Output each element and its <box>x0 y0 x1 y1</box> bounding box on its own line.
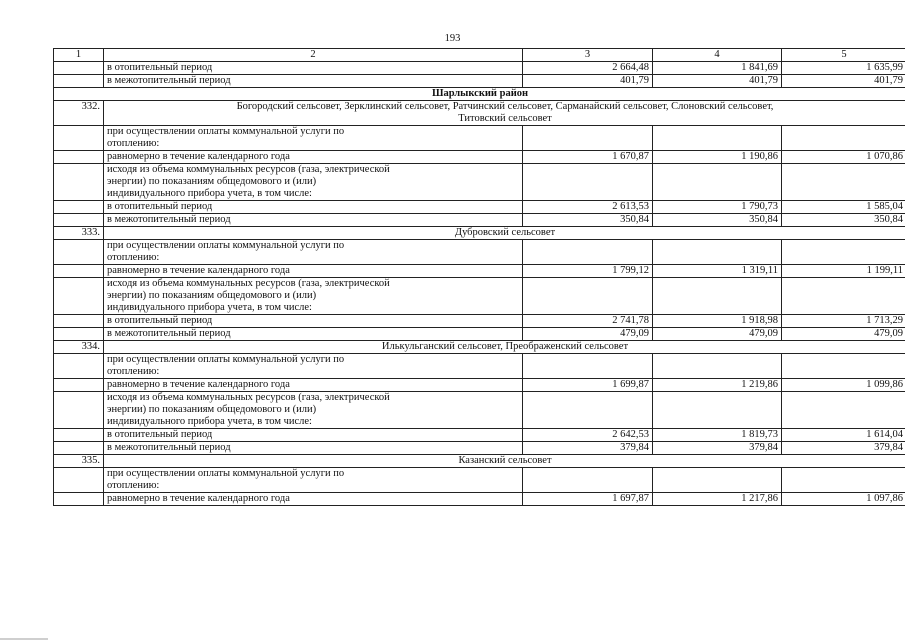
row-number-cell <box>54 354 104 379</box>
value-cell: 401,79 <box>653 75 782 88</box>
row-number-cell <box>54 151 104 164</box>
table-row <box>54 379 905 392</box>
value-cell: 401,79 <box>782 75 905 88</box>
value-cell: 379,84 <box>782 442 905 455</box>
value-cell: 379,84 <box>523 442 653 455</box>
district-header-row <box>54 88 905 101</box>
row-number-cell <box>54 442 104 455</box>
empty-value-cell <box>782 392 905 429</box>
row-label: равномерно в течение календарного года <box>104 493 523 506</box>
empty-value-cell <box>782 468 905 493</box>
row-description <box>104 126 523 151</box>
description-line: отоплению: <box>107 138 160 149</box>
row-description <box>104 468 523 493</box>
settlement-number: 333. <box>54 227 104 240</box>
empty-value-cell <box>523 392 653 429</box>
table-row <box>54 62 905 75</box>
empty-value-cell <box>653 278 782 315</box>
row-label: в отопительный период <box>104 62 523 75</box>
value-cell: 1 319,11 <box>653 265 782 278</box>
settlement-number: 332. <box>54 101 104 126</box>
description-line: при осуществлении оплаты коммунальной услуги по <box>107 240 345 251</box>
empty-value-cell <box>653 126 782 151</box>
row-label: в межотопительный период <box>104 328 523 341</box>
row-number-cell <box>54 164 104 201</box>
value-cell: 1 199,11 <box>782 265 905 278</box>
value-cell: 350,84 <box>653 214 782 227</box>
description-line: исходя из объема коммунальных ресурсов (газа, электрической <box>107 164 390 175</box>
empty-value-cell <box>782 354 905 379</box>
value-cell: 2 642,53 <box>523 429 653 442</box>
district-title: Шарлыкский район <box>54 88 905 101</box>
row-description <box>104 164 523 201</box>
settlement-header-row <box>54 341 905 354</box>
value-cell: 1 585,04 <box>782 201 905 214</box>
row-description <box>104 278 523 315</box>
description-line: индивидуального прибора учета, в том числе: <box>107 416 312 427</box>
description-line: энергии) по показаниям общедомового и (или) <box>107 176 317 187</box>
value-cell: 1 190,86 <box>653 151 782 164</box>
value-cell: 1 819,73 <box>653 429 782 442</box>
row-description <box>104 392 523 429</box>
row-number-cell <box>54 328 104 341</box>
description-line: исходя из объема коммунальных ресурсов (газа, электрической <box>107 392 390 403</box>
row-number-cell <box>54 75 104 88</box>
empty-value-cell <box>523 164 653 201</box>
settlement-header-row <box>54 227 905 240</box>
settlement-number: 335. <box>54 455 104 468</box>
empty-value-cell <box>523 278 653 315</box>
empty-value-cell <box>653 354 782 379</box>
value-cell: 1 697,87 <box>523 493 653 506</box>
table-row-description <box>54 164 905 201</box>
table-row-description <box>54 278 905 315</box>
value-cell: 1 097,86 <box>782 493 905 506</box>
column-header: 2 <box>104 49 523 62</box>
value-cell: 2 664,48 <box>523 62 653 75</box>
description-line: при осуществлении оплаты коммунальной услуги по <box>107 126 345 137</box>
settlement-header-row <box>54 101 905 126</box>
row-number-cell <box>54 240 104 265</box>
description-line: энергии) по показаниям общедомового и (или) <box>107 290 317 301</box>
tariff-table <box>53 48 905 506</box>
row-number-cell <box>54 315 104 328</box>
description-line: отоплению: <box>107 480 160 491</box>
column-header: 5 <box>782 49 905 62</box>
table-row <box>54 151 905 164</box>
description-line: индивидуального прибора учета, в том числе: <box>107 302 312 313</box>
empty-value-cell <box>653 240 782 265</box>
value-cell: 1 841,69 <box>653 62 782 75</box>
value-cell: 1 799,12 <box>523 265 653 278</box>
row-label: в межотопительный период <box>104 214 523 227</box>
settlement-names-line: Казанский сельсовет <box>458 455 552 466</box>
table-row <box>54 315 905 328</box>
empty-value-cell <box>523 468 653 493</box>
value-cell: 1 099,86 <box>782 379 905 392</box>
empty-value-cell <box>782 126 905 151</box>
value-cell: 1 790,73 <box>653 201 782 214</box>
table-row-description <box>54 126 905 151</box>
row-label: в межотопительный период <box>104 442 523 455</box>
empty-value-cell <box>523 354 653 379</box>
settlement-header-row <box>54 455 905 468</box>
empty-value-cell <box>523 240 653 265</box>
value-cell: 401,79 <box>523 75 653 88</box>
table-row <box>54 201 905 214</box>
column-header: 4 <box>653 49 782 62</box>
empty-value-cell <box>653 392 782 429</box>
table-row-description <box>54 468 905 493</box>
table-row <box>54 493 905 506</box>
row-number-cell <box>54 493 104 506</box>
empty-value-cell <box>523 126 653 151</box>
value-cell: 1 918,98 <box>653 315 782 328</box>
description-line: отоплению: <box>107 252 160 263</box>
table-row-description <box>54 392 905 429</box>
row-label: равномерно в течение календарного года <box>104 151 523 164</box>
description-line: при осуществлении оплаты коммунальной услуги по <box>107 354 345 365</box>
value-cell: 350,84 <box>523 214 653 227</box>
value-cell: 350,84 <box>782 214 905 227</box>
row-number-cell <box>54 214 104 227</box>
table-header-row <box>54 49 905 62</box>
row-number-cell <box>54 429 104 442</box>
row-description <box>104 240 523 265</box>
value-cell: 1 614,04 <box>782 429 905 442</box>
column-header: 3 <box>523 49 653 62</box>
value-cell: 2 741,78 <box>523 315 653 328</box>
table-row <box>54 429 905 442</box>
table-row <box>54 265 905 278</box>
row-number-cell <box>54 62 104 75</box>
empty-value-cell <box>782 240 905 265</box>
settlement-names <box>104 341 905 354</box>
table-row <box>54 328 905 341</box>
settlement-names <box>104 227 905 240</box>
description-line: энергии) по показаниям общедомового и (или) <box>107 404 317 415</box>
row-number-cell <box>54 126 104 151</box>
row-number-cell <box>54 201 104 214</box>
value-cell: 379,84 <box>653 442 782 455</box>
description-line: отоплению: <box>107 366 160 377</box>
description-line: исходя из объема коммунальных ресурсов (газа, электрической <box>107 278 390 289</box>
row-number-cell <box>54 379 104 392</box>
page-number: 193 <box>444 33 461 44</box>
description-line: при осуществлении оплаты коммунальной услуги по <box>107 468 345 479</box>
value-cell: 1 635,99 <box>782 62 905 75</box>
row-number-cell <box>54 278 104 315</box>
value-cell: 479,09 <box>653 328 782 341</box>
value-cell: 2 613,53 <box>523 201 653 214</box>
table-row <box>54 442 905 455</box>
row-label: равномерно в течение календарного года <box>104 265 523 278</box>
settlement-names <box>104 101 905 126</box>
row-description <box>104 354 523 379</box>
value-cell: 479,09 <box>523 328 653 341</box>
row-number-cell <box>54 265 104 278</box>
tariff-table-body <box>54 49 905 506</box>
settlement-names-line: Илькульганский сельсовет, Преображенский сельсовет <box>381 341 629 352</box>
settlement-names-line: Дубровский сельсовет <box>454 227 556 238</box>
row-number-cell <box>54 392 104 429</box>
empty-value-cell <box>653 164 782 201</box>
empty-value-cell <box>782 164 905 201</box>
value-cell: 1 070,86 <box>782 151 905 164</box>
settlement-names <box>104 455 905 468</box>
settlement-names-line: Богородский сельсовет, Зерклинский сельсовет, Ратчинский сельсовет, Сарманайский сельсовет, Слоновский сельсовет, <box>236 101 774 112</box>
row-label: в отопительный период <box>104 429 523 442</box>
row-label: равномерно в течение календарного года <box>104 379 523 392</box>
value-cell: 1 217,86 <box>653 493 782 506</box>
empty-value-cell <box>782 278 905 315</box>
row-label: в отопительный период <box>104 201 523 214</box>
settlement-names-line: Титовский сельсовет <box>458 113 552 124</box>
description-line: индивидуального прибора учета, в том числе: <box>107 188 312 199</box>
row-label: в межотопительный период <box>104 75 523 88</box>
value-cell: 1 699,87 <box>523 379 653 392</box>
settlement-number: 334. <box>54 341 104 354</box>
table-row-description <box>54 240 905 265</box>
table-row-description <box>54 354 905 379</box>
table-row <box>54 214 905 227</box>
table-row <box>54 75 905 88</box>
value-cell: 1 670,87 <box>523 151 653 164</box>
empty-value-cell <box>653 468 782 493</box>
row-label: в отопительный период <box>104 315 523 328</box>
value-cell: 1 219,86 <box>653 379 782 392</box>
value-cell: 1 713,29 <box>782 315 905 328</box>
row-number-cell <box>54 468 104 493</box>
column-header: 1 <box>54 49 104 62</box>
value-cell: 479,09 <box>782 328 905 341</box>
